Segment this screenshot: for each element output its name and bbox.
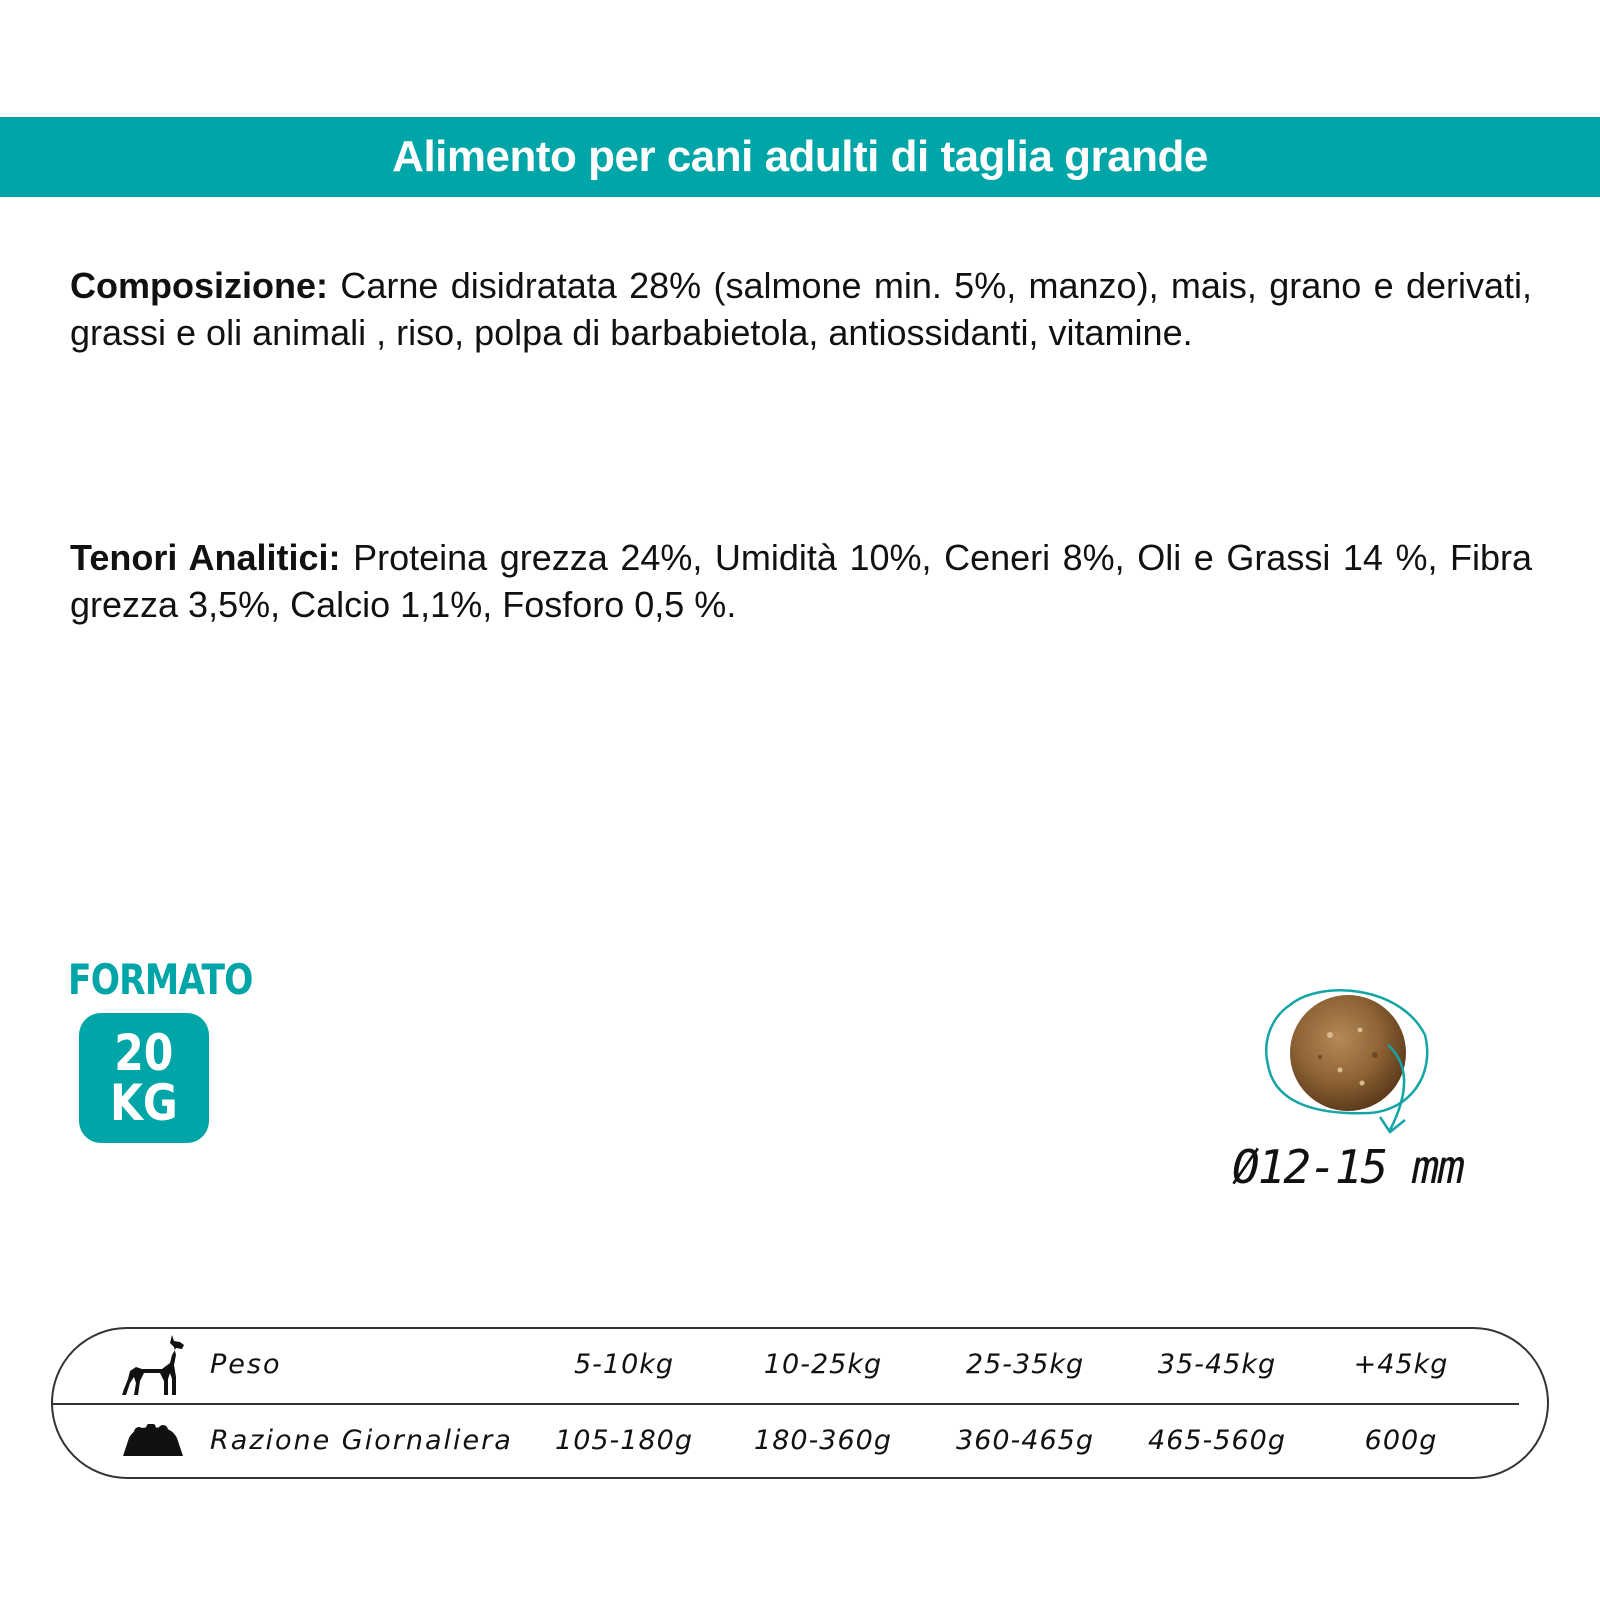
analytics-section: [70, 534, 1532, 628]
ration-cell: 360-465g: [956, 1425, 1094, 1456]
analytics-text: Proteina grezza 24%, Umidità 10%, Ceneri 8%, Oli e Grassi 14 %, Fibra grezza 3,5%, Calcio 1,1%, Fosforo 0,5 %.: [70, 537, 1533, 625]
ration-cell: 5-10kg: [573, 1349, 675, 1380]
page-title: Alimento per cani adulti di taglia grande: [392, 132, 1208, 181]
format-badge: [79, 1013, 209, 1143]
ration-cell: 25-35kg: [965, 1349, 1085, 1380]
food-bowl-icon: [121, 1424, 185, 1458]
ration-table-divider: [51, 1403, 1519, 1405]
ration-cell: 10-25kg: [763, 1349, 883, 1380]
dog-icon: [116, 1333, 188, 1397]
kibble-size-label: Ø12-15 mm: [1232, 1140, 1464, 1194]
format-title: FORMATO: [68, 955, 253, 1004]
ration-cell: 180-360g: [754, 1425, 892, 1456]
ration-cell: 465-560g: [1148, 1425, 1286, 1456]
analytics-label: Tenori Analitici:: [70, 537, 341, 578]
composition-text: Carne disidratata 28% (salmone min. 5%, manzo), mais, grano e derivati, grassi e oli animali , riso, polpa di barbabietola, antiossidanti, vitamine.: [70, 265, 1532, 353]
ration-cell: +45kg: [1353, 1349, 1449, 1380]
composition-label: Composizione:: [70, 265, 328, 306]
ration-row-label-peso: Peso: [210, 1349, 282, 1380]
ration-cell: 35-45kg: [1157, 1349, 1277, 1380]
composition-section: [70, 262, 1532, 356]
format-amount: 20: [114, 1024, 174, 1082]
ration-row-label-razione: Razione Giornaliera: [210, 1425, 513, 1456]
ration-cell: 600g: [1364, 1425, 1438, 1456]
header-banner: [0, 117, 1600, 197]
ration-cell: 105-180g: [555, 1425, 693, 1456]
format-unit: KG: [110, 1074, 178, 1132]
